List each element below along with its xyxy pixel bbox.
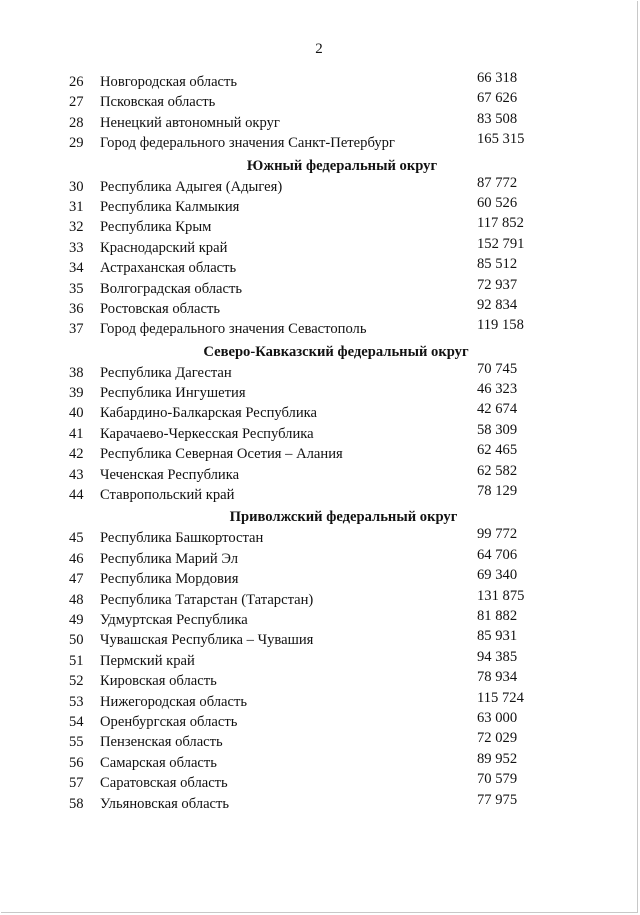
- row-number: 36: [69, 300, 84, 317]
- row-number: 26: [69, 74, 84, 90]
- region-name: Республика Калмыкия: [100, 198, 240, 215]
- region-name: Республика Дагестан: [100, 364, 232, 381]
- region-name: Ставропольский край: [100, 487, 235, 504]
- table-row: [1, 630, 640, 650]
- row-number: 54: [69, 713, 84, 730]
- region-value: 62 465: [477, 442, 518, 459]
- row-number: 52: [69, 673, 84, 690]
- table-row: [1, 709, 640, 732]
- region-value: 87 772: [477, 174, 518, 191]
- region-value: 99 772: [477, 526, 518, 543]
- row-number: 33: [69, 239, 84, 256]
- table-row: [1, 587, 640, 610]
- row-number: 57: [69, 775, 84, 792]
- table-row: [1, 607, 640, 630]
- table-row: [1, 444, 640, 464]
- regions-table: [1, 72, 640, 814]
- row-number: 43: [69, 466, 84, 483]
- region-name: Краснодарский край: [100, 239, 228, 256]
- region-name: Пермский край: [100, 652, 195, 669]
- region-name: Республика Северная Осетия – Алания: [100, 446, 343, 463]
- region-name: Нижегородская область: [100, 693, 248, 710]
- region-name: Пензенская область: [100, 734, 223, 751]
- region-name: Республика Ингушетия: [100, 385, 246, 402]
- region-name: Ростовская область: [100, 300, 220, 317]
- row-number: 56: [69, 754, 84, 771]
- region-name: Оренбургская область: [100, 713, 238, 730]
- region-name: Ульяновская область: [100, 795, 230, 812]
- region-value: 152 791: [477, 235, 525, 252]
- row-number: 45: [69, 530, 84, 547]
- region-value: 67 626: [477, 90, 518, 107]
- table-row: [1, 217, 640, 237]
- table-row: [1, 569, 640, 589]
- region-name: Астраханская область: [100, 260, 237, 277]
- row-number: 49: [69, 611, 84, 628]
- region-value: 62 582: [477, 462, 518, 479]
- region-name: Волгоградская область: [100, 280, 243, 297]
- region-value: 46 323: [477, 381, 518, 398]
- table-row: [1, 276, 640, 299]
- table-row: [1, 421, 640, 444]
- row-number: 30: [69, 178, 84, 195]
- table-row: [1, 174, 640, 197]
- region-value: 89 952: [477, 750, 518, 767]
- row-number: 47: [69, 571, 84, 588]
- table-row: [1, 773, 640, 793]
- region-name: Республика Мордовия: [100, 571, 239, 588]
- row-number: 42: [69, 446, 84, 463]
- region-name: Карачаево-Черкесская Республика: [100, 425, 314, 442]
- row-number: 39: [69, 385, 84, 402]
- region-value: 117 852: [477, 215, 524, 232]
- row-number: 41: [69, 425, 84, 442]
- table-row: [1, 133, 640, 153]
- region-name: Город федерального значения Санкт-Петербург: [100, 135, 395, 152]
- region-value: 78 934: [477, 669, 518, 686]
- region-name: Республика Башкортостан: [100, 530, 264, 547]
- region-value: 42 674: [477, 401, 518, 418]
- row-number: 28: [69, 114, 84, 131]
- table-row: [1, 194, 640, 217]
- region-name: Республика Крым: [100, 219, 212, 236]
- region-value: 119 158: [477, 317, 524, 334]
- table-row: [1, 485, 640, 505]
- region-name: Город федерального значения Севастополь: [100, 321, 367, 338]
- row-number: 55: [69, 734, 84, 751]
- region-value: 63 000: [477, 709, 518, 726]
- region-name: Новгородская область: [100, 74, 238, 90]
- region-value: 81 882: [477, 607, 518, 624]
- section-heading-south: Южный федеральный округ: [246, 157, 438, 174]
- table-row: [1, 546, 640, 569]
- table-row: [1, 403, 640, 423]
- table-row: [1, 235, 640, 258]
- region-value: 64 706: [477, 546, 518, 563]
- section-heading-volga: Приволжский федеральный округ: [229, 509, 458, 526]
- region-value: 115 724: [477, 689, 524, 706]
- region-value: 70 745: [477, 360, 518, 377]
- region-value: 85 512: [477, 256, 518, 273]
- region-name: Республика Адыгея (Адыгея): [100, 178, 283, 195]
- region-value: 72 937: [477, 276, 518, 293]
- section-south: [1, 154, 640, 340]
- row-number: 40: [69, 405, 84, 422]
- table-row: [1, 689, 640, 712]
- row-number: 50: [69, 632, 84, 649]
- row-number: 58: [69, 795, 84, 812]
- region-name: Самарская область: [100, 754, 217, 771]
- table-row: [1, 258, 640, 278]
- row-number: 48: [69, 591, 84, 608]
- region-value: 66 318: [477, 70, 518, 86]
- region-name: Кабардино-Балкарская Республика: [100, 405, 317, 422]
- table-row: [1, 72, 640, 92]
- region-value: 83 508: [477, 110, 518, 127]
- row-number: 38: [69, 364, 84, 381]
- table-row: [1, 528, 640, 548]
- region-value: 92 834: [477, 296, 518, 313]
- row-number: 35: [69, 280, 84, 297]
- region-value: 85 931: [477, 628, 518, 645]
- region-value: 78 129: [477, 483, 518, 500]
- region-value: 70 579: [477, 771, 518, 788]
- table-row: [1, 296, 640, 319]
- region-value: 72 029: [477, 730, 518, 747]
- region-value: 77 975: [477, 791, 518, 808]
- region-name: Ненецкий автономный округ: [100, 114, 280, 131]
- region-name: Чувашская Республика – Чувашия: [100, 632, 314, 649]
- region-value: 60 526: [477, 194, 518, 211]
- region-name: Удмуртская Республика: [100, 611, 248, 628]
- table-row: [1, 732, 640, 752]
- table-row: [1, 750, 640, 773]
- region-value: 165 315: [477, 131, 525, 148]
- table-row: [1, 791, 640, 814]
- table-row: [1, 360, 640, 383]
- row-number: 53: [69, 693, 84, 710]
- row-number: 51: [69, 652, 84, 669]
- row-number: 27: [69, 94, 84, 111]
- row-number: 29: [69, 135, 84, 152]
- table-row: [1, 383, 640, 403]
- row-number: 44: [69, 487, 84, 504]
- table-row: [1, 92, 640, 112]
- page-number: 2: [315, 41, 323, 57]
- region-name: Республика Марий Эл: [100, 550, 239, 567]
- document-page: [1, 1, 638, 913]
- region-name: Республика Татарстан (Татарстан): [100, 591, 314, 608]
- section-north-caucasus: [1, 340, 640, 506]
- region-name: Кировская область: [100, 673, 217, 690]
- row-number: 37: [69, 321, 84, 338]
- section-northwest: [1, 72, 640, 154]
- region-name: Чеченская Республика: [100, 466, 240, 483]
- row-number: 46: [69, 550, 84, 567]
- row-number: 31: [69, 198, 84, 215]
- row-number: 34: [69, 260, 84, 277]
- region-value: 58 309: [477, 421, 518, 438]
- region-value: 94 385: [477, 648, 518, 665]
- region-value: 131 875: [477, 587, 525, 604]
- region-name: Саратовская область: [100, 775, 228, 792]
- row-number: 32: [69, 219, 84, 236]
- region-value: 69 340: [477, 567, 518, 584]
- table-row: [1, 671, 640, 691]
- table-row: [1, 648, 640, 671]
- table-row: [1, 319, 640, 339]
- section-volga: [1, 505, 640, 813]
- table-row: [1, 110, 640, 133]
- section-heading-north-caucasus: Северо-Кавказский федеральный округ: [203, 343, 469, 360]
- region-name: Псковская область: [100, 94, 216, 111]
- table-row: [1, 462, 640, 485]
